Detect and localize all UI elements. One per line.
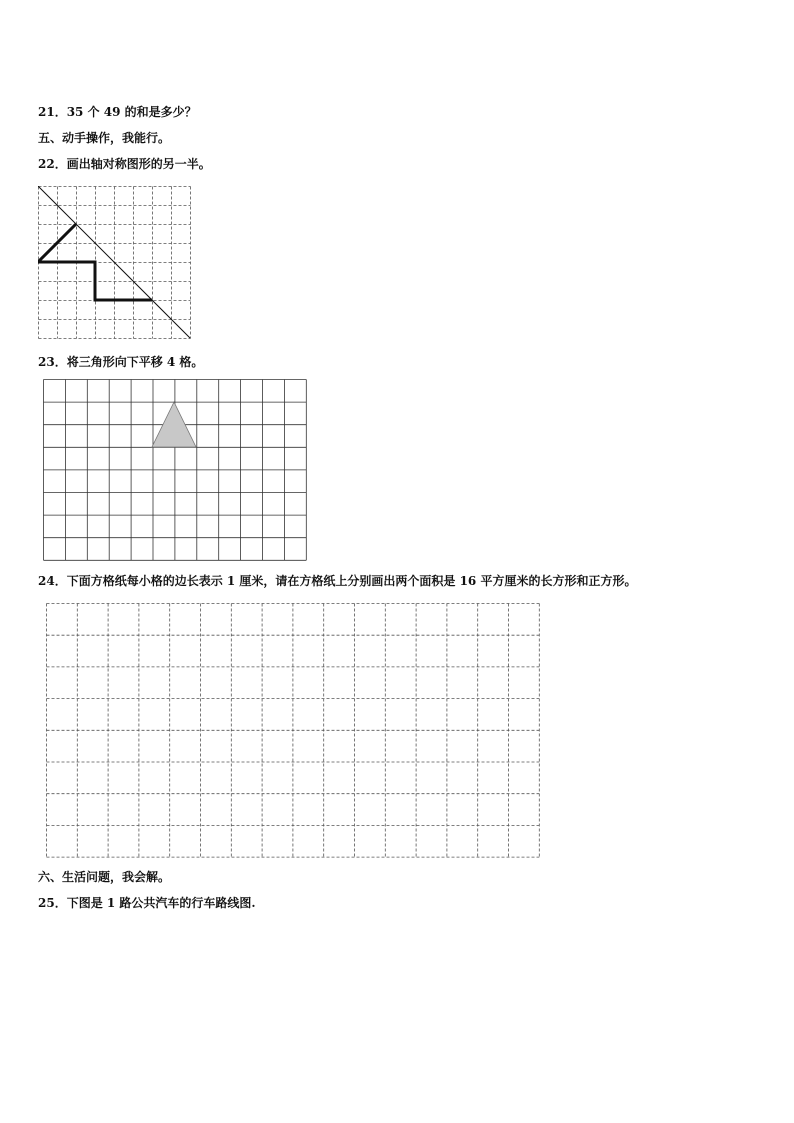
symmetry-grid-svg [38, 186, 192, 340]
section-6-heading: 六、生活问题，我会解。 [38, 870, 171, 884]
question-25: 25．下图是 1 路公共汽车的行车路线图. [38, 896, 256, 910]
section-5-heading: 五、动手操作，我能行。 [38, 131, 171, 145]
area-grid-svg [46, 603, 542, 859]
symmetry-grid-figure [38, 186, 192, 340]
area-grid-figure [46, 603, 542, 859]
translation-grid-figure [43, 379, 307, 563]
half-figure-outline [38, 224, 152, 300]
question-24: 24．下面方格纸每小格的边长表示 1 厘米，请在方格纸上分别画出两个面积是 16 平方厘米的长方形和正方形。 [38, 574, 637, 588]
question-23: 23．将三角形向下平移 4 格。 [38, 355, 204, 369]
translation-grid-svg [43, 379, 307, 563]
question-21: 21．35 个 49 的和是多少？ [38, 105, 197, 119]
question-22: 22．画出轴对称图形的另一半。 [38, 157, 211, 171]
